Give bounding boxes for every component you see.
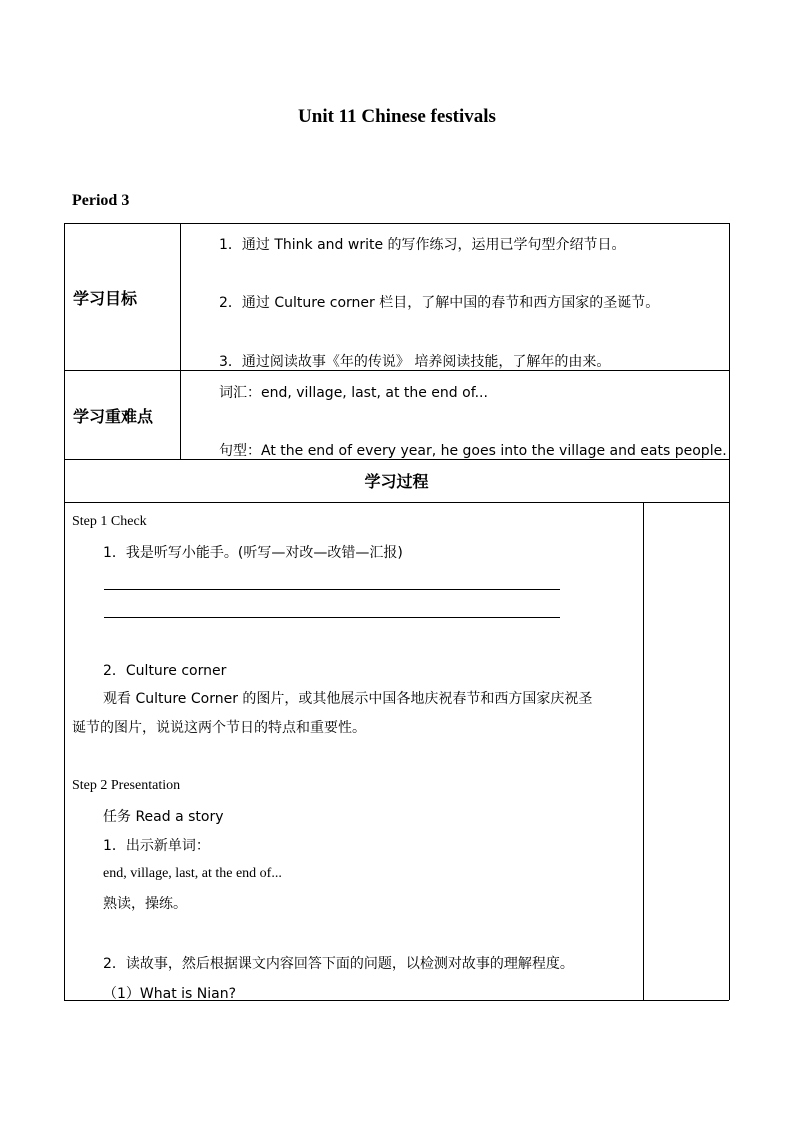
table-row-divider (64, 502, 729, 503)
objective-item: 1．通过 Think and write 的写作练习，运用已学句型介绍节日。 (219, 237, 626, 253)
table-border-top (64, 223, 729, 224)
sentence-pattern-line: 句型：At the end of every year, he goes into the village and eats people. (219, 443, 727, 459)
document-title: Unit 11 Chinese festivals (298, 106, 496, 127)
step-heading: Step 1 Check (72, 514, 147, 529)
process-line: 2．Culture corner (103, 663, 227, 679)
process-line: 2．读故事，然后根据课文内容回答下面的问题，以检测对故事的理解程度。 (103, 956, 574, 972)
process-line: 熟读，操练。 (103, 896, 187, 912)
table-border-left (64, 223, 65, 1000)
objective-item: 3．通过阅读故事《年的传说》 培养阅读技能，了解年的由来。 (219, 354, 611, 370)
key-points-label: 学习重难点 (73, 407, 154, 426)
process-line: 观看 Culture Corner 的图片，或其他展示中国各地庆祝春节和西方国家庆祝圣 (103, 691, 593, 707)
process-line: 诞节的图片，说说这两个节日的特点和重要性。 (72, 720, 366, 736)
dictation-answer-line (104, 617, 560, 618)
vocabulary-line: 词汇：end, village, last, at the end of... (219, 385, 488, 401)
objective-item: 2．通过 Culture corner 栏目，了解中国的春节和西方国家的圣诞节。 (219, 295, 660, 311)
table-column-divider (643, 502, 644, 1000)
period-label: Period 3 (72, 192, 130, 209)
objectives-label: 学习目标 (73, 289, 138, 308)
process-line: 1．出示新单词： (103, 838, 210, 854)
process-line: 1．我是听写小能手。(听写—对改—改错—汇报) (103, 545, 403, 561)
table-column-divider (180, 223, 181, 459)
dictation-answer-line (104, 589, 560, 590)
table-border-right (729, 223, 730, 1000)
process-line: 任务 Read a story (103, 809, 224, 825)
process-line: end, village, last, at the end of... (103, 866, 282, 881)
step-heading: Step 2 Presentation (72, 778, 181, 793)
process-line: （1）What is Nian? (103, 986, 237, 1002)
process-heading: 学习过程 (364, 472, 429, 491)
